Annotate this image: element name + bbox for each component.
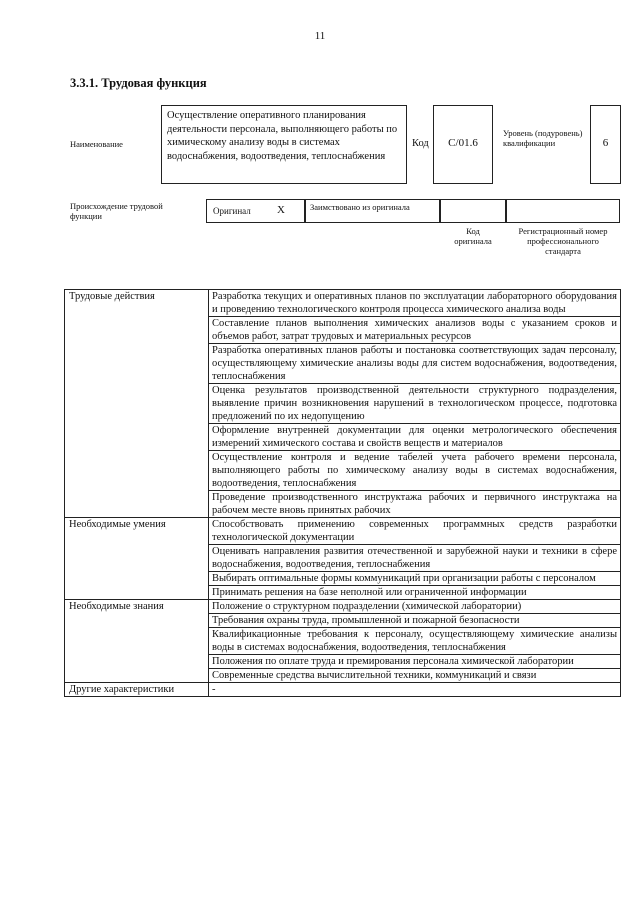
item-cell: Квалификационные требования к персоналу, осуществляющему химические анализы воды в системах водоснабжения, водоотведения, теплоснабжения (209, 628, 621, 655)
item-cell: Оценивать направления развития отечественной и зарубежной науки и техники в сфере водоснабжения, водоотведения, теплоснабжения (209, 545, 621, 572)
category-cell: Необходимые умения (65, 518, 209, 600)
qualification-level-label: Уровень (подуровень) квалификации (503, 128, 583, 148)
code-original-cell (440, 199, 506, 223)
original-mark: X (277, 204, 285, 216)
category-cell: Необходимые знания (65, 600, 209, 683)
original-cell (206, 199, 305, 223)
origin-row (206, 199, 620, 223)
item-cell: Требования охраны труда, промышленной и пожарной безопасности (209, 614, 621, 628)
origin-label: Происхождение трудовой функции (70, 201, 163, 221)
name-label: Наименование (70, 139, 123, 149)
table-row (65, 518, 621, 545)
item-cell: Составление планов выполнения химических анализов воды с указанием сроков и объемов работ, затрат трудовых и материальных ресурсов (209, 317, 621, 344)
page-number: 11 (314, 30, 326, 42)
item-cell: Разработка текущих и оперативных планов по эксплуатации лабораторного оборудования и проведению технологического контроля процесса химического анализа воды (209, 290, 621, 317)
labor-function-table (64, 289, 621, 697)
item-cell: Оценка результатов производственной деятельности структурного подразделения, выявление причин возникновения нарушений в технологическом процессе, подготовка предложений по их недопущению (209, 384, 621, 424)
borrowed-label: Заимствовано из оригинала (310, 202, 410, 212)
item-cell: Принимать решения на базе неполной или ограниченной информации (209, 586, 621, 600)
table-row (65, 600, 621, 614)
item-cell: Проведение производственного инструктажа рабочих и первичного инструктажа на рабочем месте вновь принятых рабочих (209, 491, 621, 518)
item-cell: Положения по оплате труда и премирования персонала химической лаборатории (209, 655, 621, 669)
table-row (65, 683, 621, 697)
item-cell: Выбирать оптимальные формы коммуникаций при организации работы с персоналом (209, 572, 621, 586)
qualification-level-box: 6 (590, 105, 621, 184)
item-cell: - (209, 683, 621, 697)
borrowed-cell (305, 199, 440, 223)
reg-number-label: Регистрационный номер профессионального стандарта (518, 226, 608, 256)
reg-number-cell (506, 199, 620, 223)
category-cell: Трудовые действия (65, 290, 209, 518)
table-row (65, 290, 621, 317)
code-box: С/01.6 (433, 105, 493, 184)
item-cell: Оформление внутренней документации для оценки метрологического обеспечения измерений химического состава и свойств веществ и материалов (209, 424, 621, 451)
code-label: Код (412, 138, 429, 149)
item-cell: Способствовать применению современных программных средств разработки технологической документации (209, 518, 621, 545)
category-cell: Другие характеристики (65, 683, 209, 697)
item-cell: Положение о структурном подразделении (химической лаборатории) (209, 600, 621, 614)
item-cell: Разработка оперативных планов работы и постановка соответствующих задач персоналу, осуществляющему химические анализы воды для систем водоснабжения, водоотведения, теплоснабжения (209, 344, 621, 384)
code-original-label: Код оригинала (454, 226, 492, 246)
function-name-box: Осуществление оперативного планирования деятельности персонала, выполняющего работы по химическому анализу воды в системах водоснабжения, водоотведения, теплоснабжения (161, 105, 407, 184)
item-cell: Современные средства вычислительной техники, коммуникаций и связи (209, 669, 621, 683)
section-title: 3.3.1. Трудовая функция (70, 76, 207, 90)
item-cell: Осуществление контроля и ведение табелей учета рабочего времени персонала, выполняющего работы по химическому анализу воды в системах водоснабжения, водоотведения, теплоснабжения (209, 451, 621, 491)
original-label: Оригинал (213, 206, 251, 216)
